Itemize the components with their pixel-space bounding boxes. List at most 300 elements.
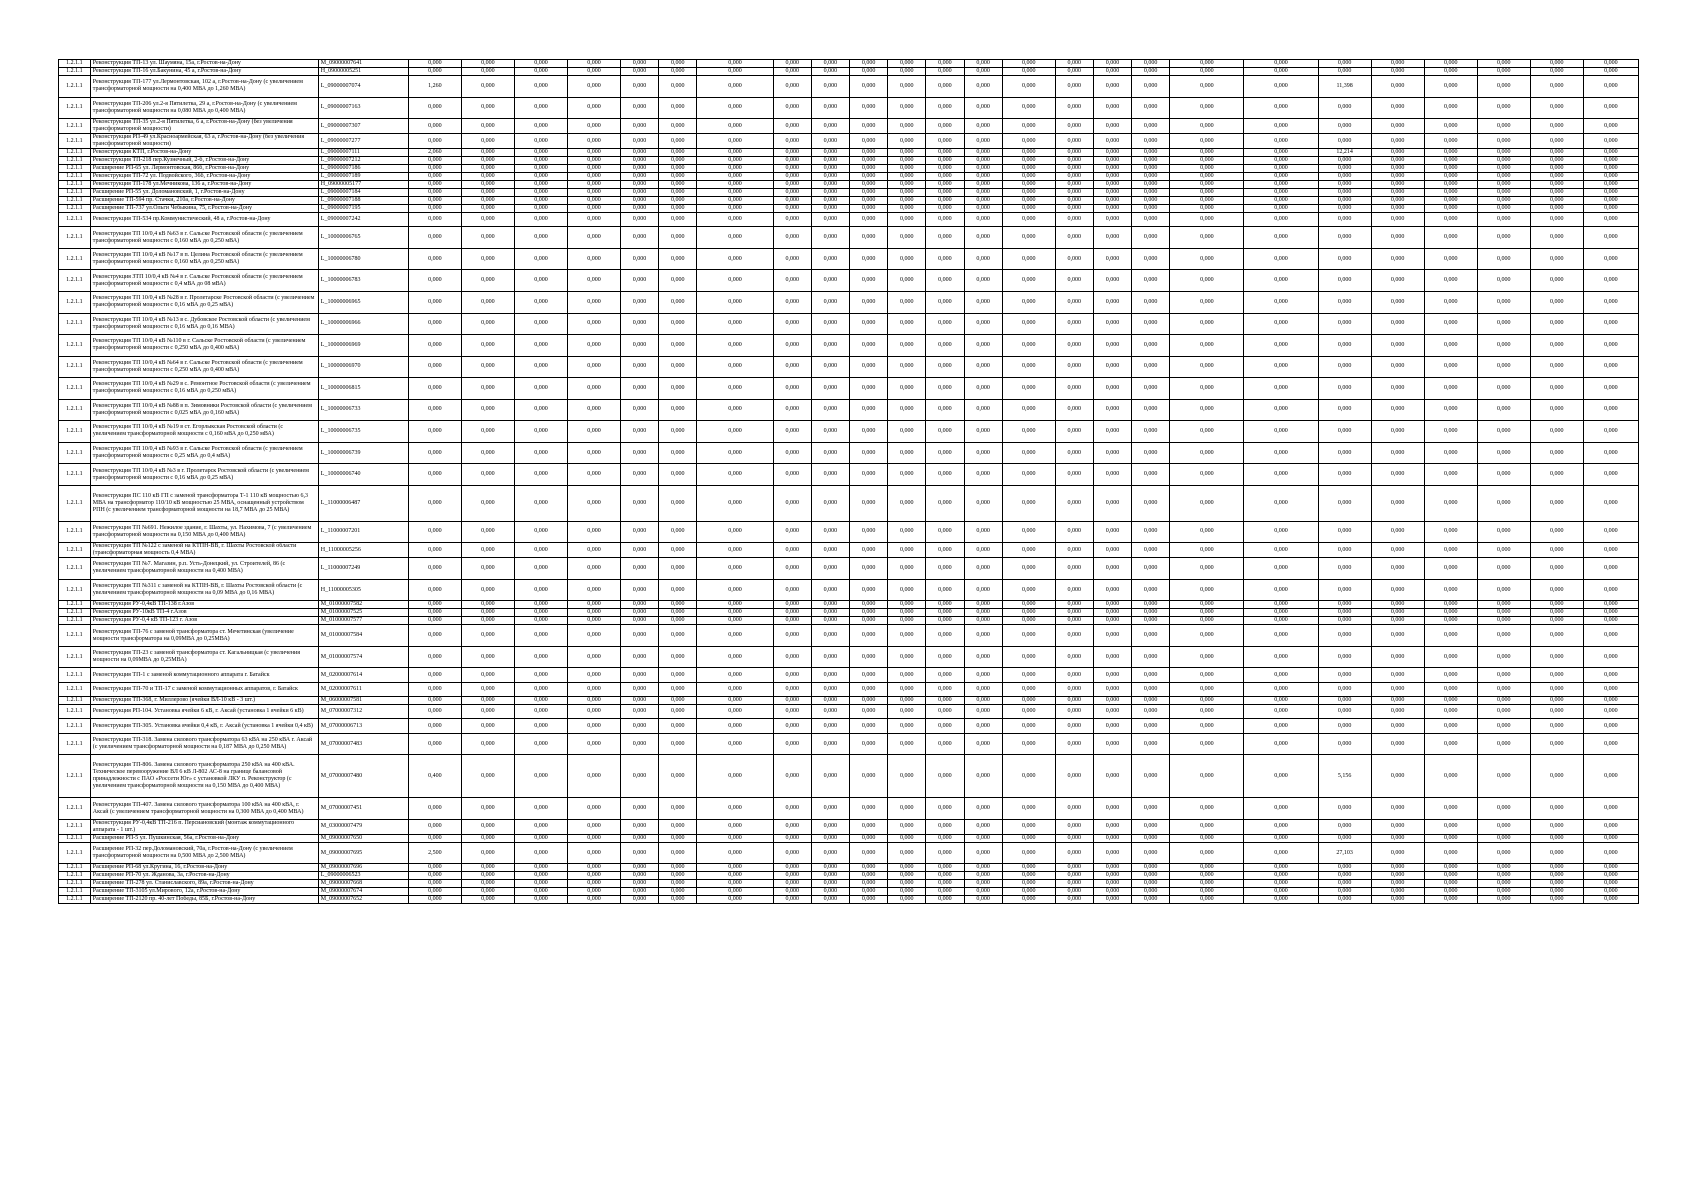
value-cell: 0,000 [1371,864,1424,872]
value-cell: 0,000 [697,896,773,904]
value-cell: 0,000 [773,617,811,625]
value-cell: 0,000 [1424,733,1477,755]
value-cell: 0,000 [1477,733,1530,755]
value-cell: 0,000 [850,798,888,820]
project-code-cell: L_09000007163 [318,97,408,119]
value-cell: 0,000 [1371,421,1424,443]
value-cell: 0,000 [1371,68,1424,76]
value-cell: 0,000 [1318,668,1371,682]
value-cell: 0,000 [1318,97,1371,119]
value-cell: 0,000 [1477,842,1530,864]
project-name-cell: Реконструкция ТП №311 с заменой на КТПН-ВВ, г. Шахты Ростовской области (с увеличением трансформаторной мощности на 0,09 МВА до 0,16 МВА) [90,579,318,601]
table-row [59,134,1639,149]
value-cell: 0,000 [514,119,567,134]
value-cell: 0,000 [1055,872,1093,880]
value-cell: 0,000 [1583,521,1638,543]
value-cell: 0,000 [1371,76,1424,98]
value-cell: 0,000 [811,76,849,98]
value-cell: 0,000 [1002,682,1055,696]
value-cell: 0,000 [1093,896,1131,904]
row-index-cell: 1.2.1.1 [59,872,91,880]
value-cell: 0,000 [964,617,1002,625]
value-cell: 0,000 [850,68,888,76]
value-cell: 0,000 [1002,819,1055,834]
value-cell: 0,000 [1424,464,1477,486]
value-cell: 0,000 [697,205,773,213]
value-cell: 0,000 [1583,165,1638,173]
value-cell: 0,000 [620,76,658,98]
value-cell: 0,000 [408,68,461,76]
value-cell: 0,000 [1371,646,1424,668]
value-cell: 0,000 [888,189,926,197]
value-cell: 0,000 [659,197,697,205]
value-cell: 0,000 [408,227,461,249]
value-cell: 0,000 [811,682,849,696]
value-cell: 0,000 [1132,378,1170,400]
value-cell: 0,000 [888,173,926,181]
value-cell: 0,000 [1244,76,1318,98]
value-cell: 0,000 [659,798,697,820]
value-cell: 12,214 [1318,149,1371,157]
value-cell: 0,000 [888,521,926,543]
value-cell: 0,000 [408,335,461,357]
row-index-cell: 1.2.1.1 [59,97,91,119]
value-cell: 0,000 [1055,819,1093,834]
value-cell: 0,000 [850,625,888,647]
value-cell: 0,000 [1132,270,1170,292]
value-cell: 0,000 [1244,189,1318,197]
value-cell: 0,000 [1530,755,1583,798]
value-cell: 0,000 [926,149,964,157]
row-index-cell: 1.2.1.1 [59,165,91,173]
value-cell: 0,000 [1318,646,1371,668]
value-cell: 0,000 [514,896,567,904]
value-cell: 27,103 [1318,842,1371,864]
value-cell: 0,000 [1055,682,1093,696]
project-name-cell: Реконструкция ТП 10/0,4 кВ №93 в г. Сальске Ростовской области (с увеличением трансформаторной мощности с 0,25 мВА до 0,4 мВА) [90,442,318,464]
project-name-cell: Реконструкция ТП-407. Замена силового трансформатора 100 кВА на 400 кВА, г. Аксай (с увеличением трансформаторной мощности на 0,300 МВА до 0,400 МВА) [90,798,318,820]
value-cell: 0,000 [620,248,658,270]
value-cell: 0,000 [1002,601,1055,609]
table-row [59,755,1639,798]
value-cell: 0,000 [1055,880,1093,888]
value-cell: 0,000 [1002,399,1055,421]
value-cell: 0,000 [1170,399,1244,421]
value-cell: 0,000 [1477,601,1530,609]
value-cell: 0,000 [697,97,773,119]
value-cell: 0,000 [567,646,620,668]
value-cell: 0,000 [773,609,811,617]
value-cell: 0,000 [567,601,620,609]
value-cell: 0,000 [1170,646,1244,668]
value-cell: 0,000 [1002,864,1055,872]
row-index-cell: 1.2.1.1 [59,543,91,558]
value-cell: 0,000 [514,872,567,880]
value-cell: 0,000 [1002,579,1055,601]
project-name-cell: Реконструкция ТП-218 пер.Кузнечный, 2-б, г.Ростов-на-Дону [90,157,318,165]
value-cell: 0,000 [1583,227,1638,249]
value-cell: 0,000 [1170,609,1244,617]
value-cell: 0,000 [1244,227,1318,249]
value-cell: 0,000 [964,60,1002,68]
value-cell: 0,000 [1530,421,1583,443]
value-cell: 0,000 [1170,697,1244,705]
value-cell: 0,000 [1371,579,1424,601]
value-cell: 0,000 [1477,682,1530,696]
value-cell: 0,000 [1424,134,1477,149]
value-cell: 0,000 [620,880,658,888]
value-cell: 0,000 [1170,149,1244,157]
project-code-cell: M_09000007674 [318,888,408,896]
value-cell: 0,000 [408,834,461,842]
value-cell: 0,000 [1002,719,1055,733]
value-cell: 0,000 [1093,668,1131,682]
row-index-cell: 1.2.1.1 [59,205,91,213]
value-cell: 0,000 [1477,646,1530,668]
value-cell: 0,000 [964,864,1002,872]
value-cell: 0,000 [567,896,620,904]
value-cell: 0,000 [888,609,926,617]
value-cell: 0,000 [1530,609,1583,617]
value-cell: 0,000 [1318,609,1371,617]
value-cell: 0,000 [964,157,1002,165]
value-cell: 0,000 [567,521,620,543]
value-cell: 0,000 [461,579,514,601]
value-cell: 0,000 [1055,181,1093,189]
value-cell: 0,000 [1002,60,1055,68]
value-cell: 0,000 [1477,227,1530,249]
value-cell: 0,000 [1371,705,1424,719]
value-cell: 0,000 [1530,697,1583,705]
row-index-cell: 1.2.1.1 [59,485,91,521]
value-cell: 0,000 [697,668,773,682]
project-code-cell: L_09000007242 [318,213,408,227]
value-cell: 0,000 [1530,442,1583,464]
value-cell: 0,000 [1170,755,1244,798]
value-cell: 0,000 [850,292,888,314]
value-cell: 0,000 [1318,798,1371,820]
value-cell: 0,000 [697,270,773,292]
value-cell: 0,000 [850,834,888,842]
table-row [59,248,1639,270]
table-row [59,896,1639,904]
value-cell: 0,000 [1055,842,1093,864]
value-cell: 0,000 [888,617,926,625]
value-cell: 0,000 [964,705,1002,719]
value-cell: 0,000 [888,896,926,904]
value-cell: 0,000 [620,157,658,165]
value-cell: 0,000 [1132,68,1170,76]
value-cell: 0,000 [811,60,849,68]
value-cell: 0,000 [926,313,964,335]
value-cell: 0,000 [1170,68,1244,76]
value-cell: 0,000 [811,485,849,521]
value-cell: 0,000 [567,335,620,357]
value-cell: 0,000 [1132,149,1170,157]
value-cell: 0,000 [408,697,461,705]
value-cell: 0,000 [659,119,697,134]
value-cell: 0,000 [964,335,1002,357]
value-cell: 0,000 [1371,149,1424,157]
value-cell: 0,000 [1477,165,1530,173]
value-cell: 0,000 [964,733,1002,755]
row-index-cell: 1.2.1.1 [59,335,91,357]
value-cell: 0,000 [1318,888,1371,896]
project-name-cell: Реконструкция ТП 10/0,4 кВ №17 в п. Целина Ростовской области (с увеличением трансформаторной мощности с 0,160 мВА до 0,250 мВА) [90,248,318,270]
value-cell: 0,000 [1371,834,1424,842]
value-cell: 0,000 [1530,197,1583,205]
value-cell: 0,000 [1244,68,1318,76]
project-name-cell: Реконструкция ТП-76 с заменой трансформатора ст. Мечетинская (увеличение мощности трансформатора на 0,09МВА до 0,25МВА) [90,625,318,647]
value-cell: 0,000 [926,227,964,249]
value-cell: 0,000 [1055,197,1093,205]
value-cell: 0,000 [964,579,1002,601]
value-cell: 0,000 [514,313,567,335]
value-cell: 0,000 [620,558,658,580]
value-cell: 0,000 [773,705,811,719]
row-index-cell: 1.2.1.1 [59,733,91,755]
table-row [59,157,1639,165]
value-cell: 0,000 [1055,292,1093,314]
value-cell: 0,000 [1093,97,1131,119]
value-cell: 0,000 [514,197,567,205]
value-cell: 0,000 [1170,668,1244,682]
value-cell: 0,000 [1583,558,1638,580]
value-cell: 0,000 [408,173,461,181]
value-cell: 0,000 [1424,197,1477,205]
value-cell: 0,000 [926,485,964,521]
value-cell: 0,000 [567,579,620,601]
value-cell: 0,000 [964,609,1002,617]
row-index-cell: 1.2.1.1 [59,197,91,205]
value-cell: 0,000 [811,399,849,421]
row-index-cell: 1.2.1.1 [59,270,91,292]
value-cell: 0,000 [1477,173,1530,181]
value-cell: 0,000 [1530,292,1583,314]
value-cell: 0,000 [964,442,1002,464]
value-cell: 0,000 [964,834,1002,842]
project-code-cell: L_10000006815 [318,378,408,400]
value-cell: 0,000 [1371,197,1424,205]
value-cell: 0,000 [1371,697,1424,705]
value-cell: 0,000 [697,68,773,76]
value-cell: 0,000 [1002,880,1055,888]
value-cell: 0,000 [1318,313,1371,335]
value-cell: 0,000 [567,313,620,335]
value-cell: 0,000 [659,464,697,486]
project-code-cell: M_09000007652 [318,896,408,904]
value-cell: 0,000 [659,733,697,755]
value-cell: 0,000 [1170,682,1244,696]
value-cell: 0,000 [926,880,964,888]
value-cell: 0,000 [1244,719,1318,733]
project-name-cell: Реконструкция ТП-70 и ТП-17 с заменой коммутационных аппаратов, г. Батайск [90,682,318,696]
value-cell: 0,000 [773,270,811,292]
value-cell: 0,000 [1424,755,1477,798]
value-cell: 0,000 [926,733,964,755]
value-cell: 0,000 [1132,227,1170,249]
table-row [59,60,1639,68]
value-cell: 0,000 [926,97,964,119]
value-cell: 0,000 [1424,625,1477,647]
project-name-cell: Реконструкция ТП-72 ул. Подвойского, 36б, г.Ростов-на-Дону [90,173,318,181]
value-cell: 0,000 [926,601,964,609]
value-cell: 0,000 [964,682,1002,696]
value-cell: 0,000 [773,119,811,134]
value-cell: 0,000 [1002,97,1055,119]
value-cell: 0,000 [1477,292,1530,314]
project-code-cell: L_09000007307 [318,119,408,134]
value-cell: 0,000 [659,558,697,580]
value-cell: 0,000 [697,834,773,842]
value-cell: 0,000 [1477,119,1530,134]
value-cell: 0,000 [1093,270,1131,292]
value-cell: 0,000 [1002,119,1055,134]
value-cell: 0,000 [964,165,1002,173]
row-index-cell: 1.2.1.1 [59,292,91,314]
value-cell: 0,000 [659,705,697,719]
row-index-cell: 1.2.1.1 [59,819,91,834]
value-cell: 0,000 [1244,421,1318,443]
value-cell: 0,000 [773,719,811,733]
table-row [59,464,1639,486]
value-cell: 0,000 [461,755,514,798]
value-cell: 0,000 [850,864,888,872]
table-row [59,485,1639,521]
project-name-cell: Реконструкция ЗТП 10/0,4 кВ №4 в г. Сальске Ростовской области (с увеличением трансформаторной мощности с 0,4 мВА до 08 мВА) [90,270,318,292]
value-cell: 0,000 [620,896,658,904]
project-name-cell: Расширение РП-55 ул. Доломановский, 1, г.Ростов-на-Дону [90,189,318,197]
value-cell: 0,000 [1244,292,1318,314]
project-name-cell: Реконструкция РП-49 ул.Красноармейская, 63 а, г.Ростов-на-Дону (без увеличения трансформаторной мощности) [90,134,318,149]
value-cell: 0,000 [1170,834,1244,842]
value-cell: 0,000 [1371,165,1424,173]
value-cell: 0,000 [773,227,811,249]
value-cell: 0,000 [811,313,849,335]
project-name-cell: Реконструкция ПС 110 кВ ГП с заменой трансформатора Т-1 110 кВ мощностью 6,3 МВА на трансформатор 110/10 кВ мощностью 25 МВА, оснащенный устройством РПН (с увеличением трансформаторной мощности на 18,7 МВА до 25 МВА) [90,485,318,521]
value-cell: 0,000 [1002,378,1055,400]
value-cell: 0,000 [964,149,1002,157]
value-cell: 0,000 [1371,313,1424,335]
value-cell: 0,000 [1318,819,1371,834]
value-cell: 0,000 [620,356,658,378]
value-cell: 0,000 [1583,697,1638,705]
value-cell: 0,000 [1477,819,1530,834]
value-cell: 0,000 [567,819,620,834]
value-cell: 0,000 [773,601,811,609]
value-cell: 0,000 [811,213,849,227]
value-cell: 0,000 [1132,464,1170,486]
value-cell: 0,000 [461,888,514,896]
value-cell: 0,000 [461,719,514,733]
value-cell: 0,000 [1002,521,1055,543]
value-cell: 0,000 [461,97,514,119]
value-cell: 0,000 [567,197,620,205]
project-name-cell: Реконструкция ТП №691. Нежилое здание, г. Шахты, ул. Нахимова, 7 (с увеличением трансформаторной мощности на 0,150 МВА до 0,400 МВА) [90,521,318,543]
value-cell: 0,000 [773,76,811,98]
value-cell: 0,000 [1244,248,1318,270]
table-row [59,579,1639,601]
value-cell: 0,000 [1530,181,1583,189]
value-cell: 0,000 [1170,543,1244,558]
value-cell: 0,000 [1424,442,1477,464]
table-row [59,213,1639,227]
value-cell: 0,000 [514,399,567,421]
value-cell: 0,000 [567,682,620,696]
value-cell: 0,000 [620,97,658,119]
value-cell: 0,000 [514,579,567,601]
project-code-cell: L_10000006739 [318,442,408,464]
value-cell: 0,000 [850,335,888,357]
value-cell: 5,156 [1318,755,1371,798]
value-cell: 0,000 [1583,609,1638,617]
value-cell: 0,000 [926,399,964,421]
value-cell: 0,000 [461,880,514,888]
value-cell: 0,000 [1424,399,1477,421]
value-cell: 0,000 [888,579,926,601]
value-cell: 0,000 [888,399,926,421]
value-cell: 0,000 [514,733,567,755]
value-cell: 0,000 [1424,205,1477,213]
value-cell: 0,000 [567,213,620,227]
value-cell: 0,000 [697,485,773,521]
value-cell: 0,000 [1002,421,1055,443]
value-cell: 0,000 [1583,270,1638,292]
row-index-cell: 1.2.1.1 [59,798,91,820]
value-cell: 0,000 [811,173,849,181]
value-cell: 0,000 [1477,97,1530,119]
value-cell: 0,000 [1424,76,1477,98]
value-cell: 0,000 [620,668,658,682]
value-cell: 0,000 [1055,165,1093,173]
value-cell: 0,000 [1318,270,1371,292]
value-cell: 0,000 [1093,157,1131,165]
project-code-cell: L_10000006966 [318,313,408,335]
value-cell: 0,000 [620,205,658,213]
value-cell: 0,000 [1055,97,1093,119]
value-cell: 0,000 [567,464,620,486]
value-cell: 0,000 [1424,558,1477,580]
value-cell: 0,000 [408,119,461,134]
value-cell: 0,000 [888,165,926,173]
project-code-cell: H_11000005256 [318,543,408,558]
value-cell: 0,000 [1530,134,1583,149]
value-cell: 0,000 [888,705,926,719]
value-cell: 0,000 [1055,705,1093,719]
project-code-cell: L_10000006735 [318,421,408,443]
value-cell: 0,000 [1132,421,1170,443]
value-cell: 0,000 [850,617,888,625]
value-cell: 0,000 [514,356,567,378]
value-cell: 0,000 [1530,157,1583,165]
value-cell: 0,000 [461,896,514,904]
value-cell: 0,000 [1244,270,1318,292]
value-cell: 0,000 [1244,157,1318,165]
value-cell: 0,000 [850,149,888,157]
value-cell: 0,000 [408,558,461,580]
value-cell: 0,000 [773,464,811,486]
value-cell: 0,000 [659,205,697,213]
value-cell: 0,000 [773,625,811,647]
value-cell: 0,000 [1093,205,1131,213]
value-cell: 0,000 [1244,197,1318,205]
value-cell: 0,000 [567,719,620,733]
value-cell: 0,000 [1170,558,1244,580]
project-name-cell: Реконструкция ТП-368, г. Миллерово (ячейки ВЛ-10 кВ - 3 шт.) [90,697,318,705]
project-code-cell: L_09000007189 [318,173,408,181]
value-cell: 0,000 [1371,134,1424,149]
value-cell: 0,000 [659,755,697,798]
